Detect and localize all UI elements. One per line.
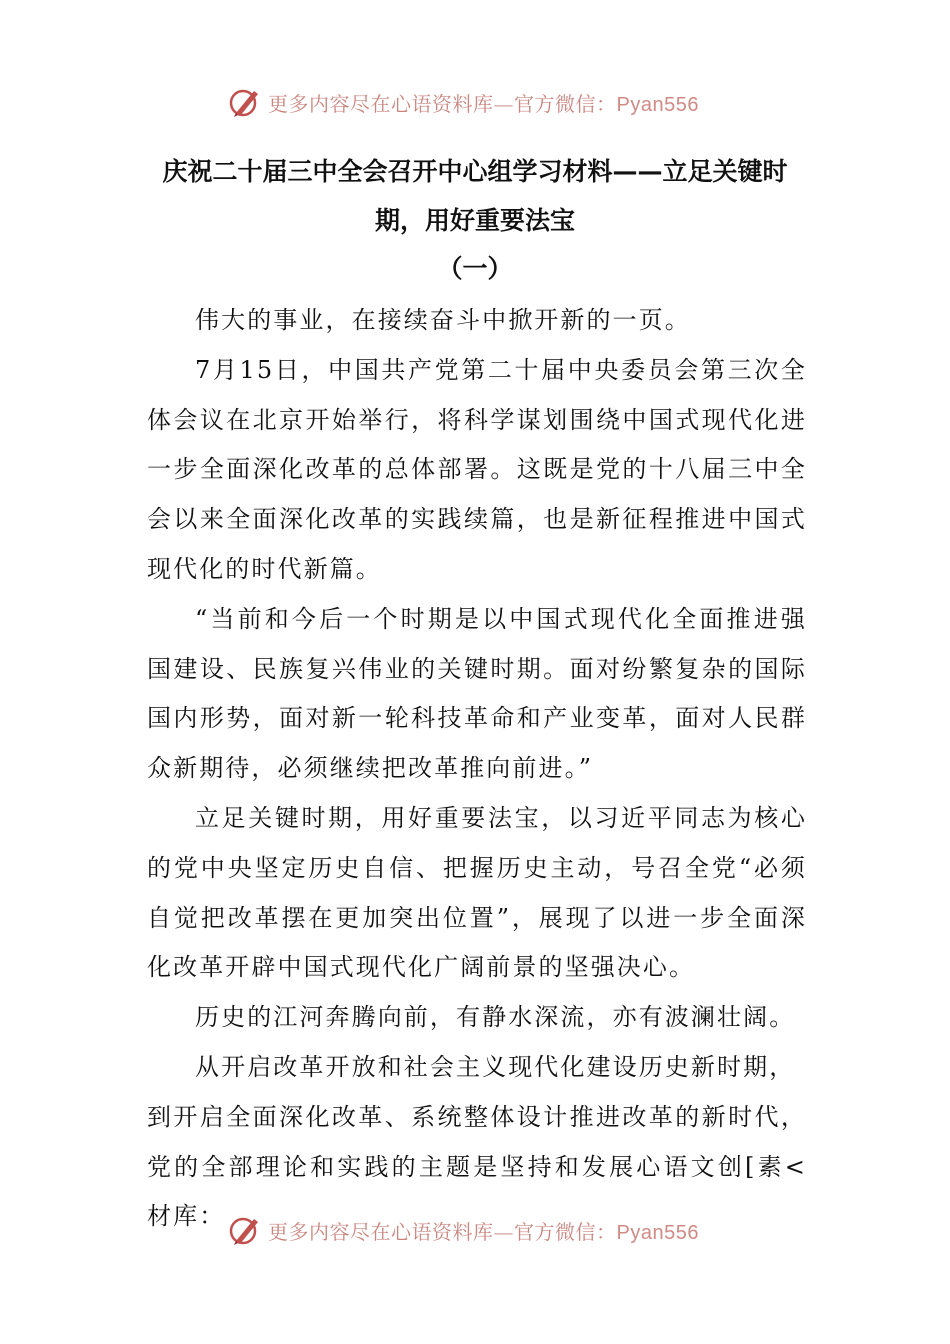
document-title-line-2: 期，用好重要法宝 [374, 206, 575, 235]
document-title-line-1: 庆祝二十届三中全会召开中心组学习材料——立足关键时 [162, 157, 788, 186]
pen-logo-icon [228, 85, 262, 119]
pen-logo-icon [228, 1213, 262, 1247]
paragraph: 从开启改革开放和社会主义现代化建设历史新时期， [195, 1052, 796, 1081]
paragraph: 历史的江河奔腾向前，有静水深流，亦有波澜壮阔。 [195, 1003, 796, 1032]
paragraph: 7月15日，中国共产党第二十届中央委员会第三次全体会议在北京开始举行，将科学谋划围绕中国式现代化进一步全面深化改革的总体部署。这既是党的十八届三中全会以来全面深化改革的实践续篇，也是新征程推进中国式现代化的时代新篇。 [147, 355, 807, 583]
paragraph: 立足关键时期，用好重要法宝，以习近平同志为核心的党中央坚定历史自信、把握历史主动，号召全党“必须自觉把改革摆在更加突出位置”，展现了以进一步全面深化改革开辟中国式现代化广阔前景的坚强决心。 [147, 803, 807, 982]
banner-separator: — [493, 91, 514, 116]
paragraph: “当前和今后一个时期是以中国式现代化全面推进强国建设、民族复兴伟业的关键时期。面对纷繁复杂的国际国内形势，面对新一轮科技革命和产业变革，面对人民群众新期待，必须继续把改革推向前进。” [147, 604, 807, 783]
banner-account-id: Pyan556 [616, 93, 699, 116]
header-banner [228, 82, 748, 122]
banner-separator: — [493, 1219, 514, 1244]
banner-text [268, 1216, 699, 1245]
paragraph: 到开启全面深化改革、系统整体设计推进改革的新时代，党的全部理论和实践的主题是坚持和发展心语文创[素<材库： [147, 1102, 807, 1231]
banner-account-label: 官方微信： [514, 1219, 617, 1244]
paragraph: 伟大的事业，在接续奋斗中掀开新的一页。 [195, 306, 691, 334]
banner-account-label: 官方微信： [514, 91, 617, 116]
banner-account-id: Pyan556 [616, 1221, 699, 1244]
document-body [147, 296, 807, 1242]
banner-main-text: 更多内容尽在心语资料库 [268, 1219, 494, 1244]
banner-main-text: 更多内容尽在心语资料库 [268, 91, 494, 116]
section-number: （一） [437, 254, 513, 283]
banner-text [268, 88, 699, 117]
footer-banner [228, 1210, 748, 1250]
